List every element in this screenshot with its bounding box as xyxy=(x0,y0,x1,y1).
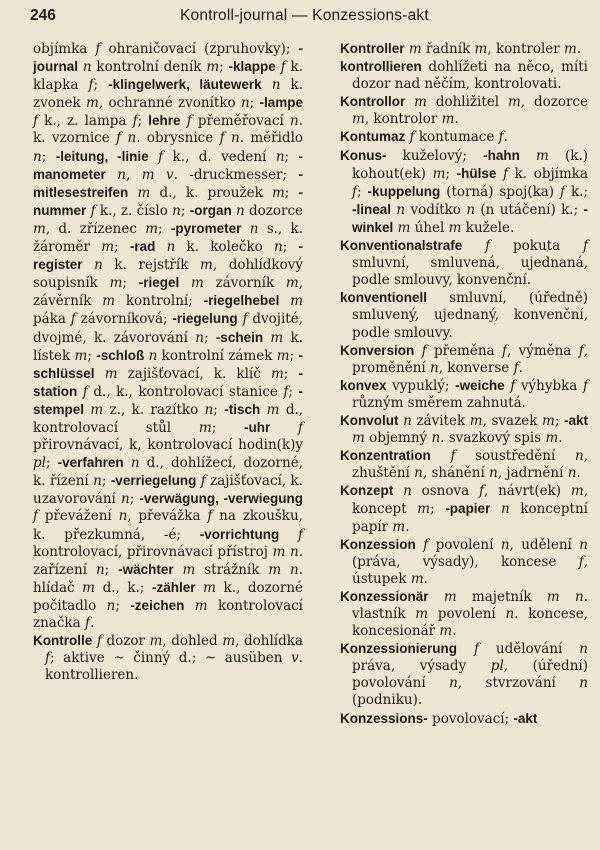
left-column xyxy=(33,40,303,684)
right-column xyxy=(340,40,588,728)
dictionary-entry: Konzessionierung f udělování n práva, výsady pl, (úřední) povolování n, stvrzování n (podniku). xyxy=(340,641,588,709)
dictionary-entry: Kontroller m řadník m, kontroler m. xyxy=(340,41,582,57)
dictionary-entry: Konus- kuželový; -hahn m (k.) kohout(ek) m; -hülse f k. objímka f; -kuppelung (torná) spoj(ka) f k.; -lineal n vodítko n (n utáčení) k.; -winkel m úhel m kužele. xyxy=(340,147,589,236)
dictionary-entry: Konzessionär m majetník m n. vlastník m povolení n. koncese, koncesionář m. xyxy=(340,588,588,640)
dictionary-entry: objímka f ohraničovací (zpruhovky); -journal n kontrolní deník m; -klappe f k. klapka f; -klingelwerk, läutewerk n k. zvonek m, ochranné zvonítko n; -lampe f k., z. lampa f; lehre f přeměřovací n. k. vzornice f n. obrysnice f n. měřidlo n; -leitung, -linie f k., d. vedení n; -manometer n, m v. -druckmesser; -mitlesestreifen m d., k. proužek m; -nummer f k., z. číslo n; -organ n dozorce m, d. zřízenec m; -pyrometer n s., k. žároměr m; -rad n k. kolečko n; -register n k. rejstřík m, dohlídkový soupisník m; -riegel m závorník m, závěrník m kontrolní; -riegelhebel m páka f závorníková; -riegelung f dvojité, dvojmé, k. závorování n; -schein m k. lístek m; -schloß n kontrolní zámek m; -schlüssel m zajišťovací, k. klíč m; -station f d., k., kontrolovací stanice f; -stempel m z., k. razítko n; -tisch m d., kontrolovací stůl m; -uhr f přirovnávací, k, kontrolovací hodin(k)y pl; -verfahren n d., dohlížecí, dozorné, k. řízení n; -verriegelung f zajišťovací, k. uzavorování n; -verwägung, -verwiegung f převážení n, převážka f na zkoušku, k. přezkumná, -é; -vorrichtung f kontrolovací, přirovnávací přístroj m n. zařízení n; -wächter m strážník m n. hlídač m d., k.; -zähler m k., dozorné počitadlo n; -zeichen m kontrolovací značka f. xyxy=(33,41,304,631)
dictionary-entry: Kontumaz f kontumace f. xyxy=(340,129,508,146)
dictionary-entry: Konzept n osnova f, návrt(ek) m, koncept m; -papier n konceptní papír m. xyxy=(340,483,589,535)
dictionary-entry: kontrollieren dohlížeti na něco, míti dozor nad něčím, kontrolovati. xyxy=(340,59,588,93)
running-title: Kontroll-journal — Konzessions-akt xyxy=(180,7,429,24)
dictionary-entry: Konvolut n závitek m, svazek m; -akt m objemný n. svazkový spis m. xyxy=(340,412,588,447)
dictionary-entry: konventionell smluvní, (úředně) smluvený, ujednaný, konvenční, podle smlouvy. xyxy=(340,290,588,341)
page-header xyxy=(30,7,578,29)
dictionary-entry: Konzentration f soustředění n, zhuštění n, shánění n, jadrnění n. xyxy=(340,448,588,482)
dictionary-entry: Konventionalstrafe f pokuta f smluvní, smluvená, ujednaná, podle smlouvy, konvenční. xyxy=(340,238,589,289)
dictionary-entry: konvex vypuklý; -weiche f výhybka f různým směrem zahnutá. xyxy=(340,377,588,411)
page-number: 246 xyxy=(30,7,56,24)
dictionary-entry: Kontrollor m dohližitel m, dozorce m, kontrolor m. xyxy=(340,94,588,128)
dictionary-entry: Kontrolle f dozor m, dohled m, dohlídka f; aktive ~ činný d.; ~ ausüben v. kontrollieren. xyxy=(33,633,303,684)
dictionary-entry: Konzession f povolení n, udělení n (práva, výsady), koncese f, ústupek m. xyxy=(340,536,588,587)
dictionary-entry: Konversion f přeměna f, výměna f, proměnění n, konverse f. xyxy=(340,342,589,376)
dictionary-entry: Konzessions- povolovací; -akt xyxy=(340,710,538,727)
